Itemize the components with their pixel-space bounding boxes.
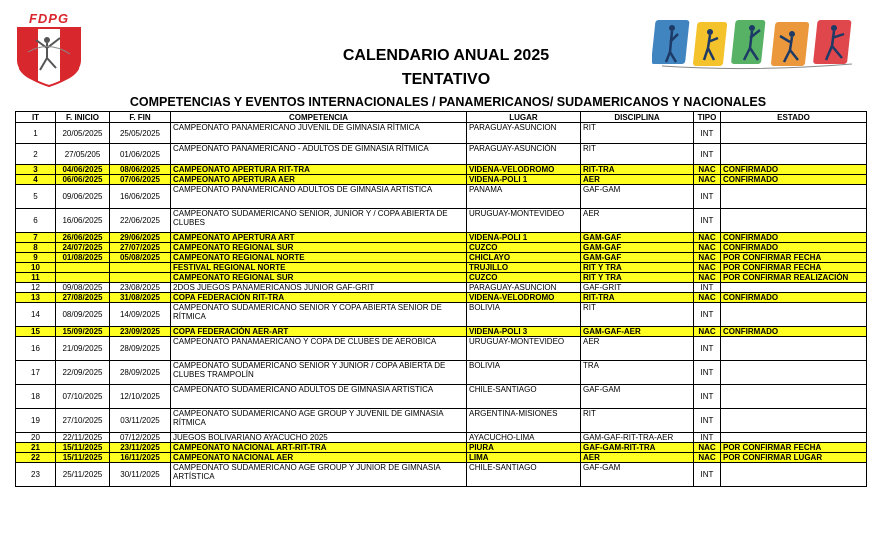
calendar-table bbox=[15, 111, 867, 487]
cell-place: VIDENA-VELODROMO bbox=[467, 165, 581, 175]
table-row bbox=[16, 443, 867, 453]
cell-end-date: 31/08/2025 bbox=[110, 293, 171, 303]
cell-competition: CAMPEONATO NACIONAL ART-RIT-TRA bbox=[171, 443, 467, 453]
cell-row-number: 23 bbox=[16, 463, 56, 487]
cell-place: PANAMA bbox=[467, 185, 581, 209]
cell-discipline: GAF-GAM-RIT-TRA bbox=[581, 443, 694, 453]
cell-row-number: 6 bbox=[16, 209, 56, 233]
cell-status: CONFIRMADO bbox=[721, 243, 867, 253]
cell-competition: CAMPEONATO APERTURA ART bbox=[171, 233, 467, 243]
cell-status bbox=[721, 144, 867, 165]
cell-type: INT bbox=[694, 361, 721, 385]
cell-type: NAC bbox=[694, 165, 721, 175]
cell-status bbox=[721, 209, 867, 233]
page-subtitle: TENTATIVO bbox=[401, 71, 491, 88]
cell-type: NAC bbox=[694, 263, 721, 273]
cell-competition: CAMPEONATO APERTURA AER bbox=[171, 175, 467, 185]
cell-start-date: 08/09/2025 bbox=[56, 303, 110, 327]
cell-place: PIURA bbox=[467, 443, 581, 453]
cell-row-number: 3 bbox=[16, 165, 56, 175]
column-header-status: ESTADO bbox=[721, 112, 867, 123]
table-row bbox=[16, 337, 867, 361]
cell-status bbox=[721, 409, 867, 433]
cell-type: INT bbox=[694, 409, 721, 433]
cell-discipline: GAM-GAF bbox=[581, 233, 694, 243]
cell-discipline: GAM-GAF-RIT-TRA-AER bbox=[581, 433, 694, 443]
cell-start-date: 15/11/2025 bbox=[56, 443, 110, 453]
cell-competition: CAMPEONATO SUDAMERICANO AGE GROUP Y JUNIOR DE GIMNASIA ARTÍSTICA bbox=[171, 463, 467, 487]
cell-status: CONFIRMADO bbox=[721, 293, 867, 303]
cell-place: VIDENA-POLI 3 bbox=[467, 327, 581, 337]
cell-type: NAC bbox=[694, 327, 721, 337]
cell-type: INT bbox=[694, 337, 721, 361]
cell-start-date: 24/07/2025 bbox=[56, 243, 110, 253]
cell-place: PARAGUAY-ASUNCIÓN bbox=[467, 144, 581, 165]
cell-competition: CAMPEONATO REGIONAL SUR bbox=[171, 273, 467, 283]
cell-type: NAC bbox=[694, 293, 721, 303]
cell-status: POR CONFIRMAR FECHA bbox=[721, 253, 867, 263]
cell-start-date: 20/05/2025 bbox=[56, 123, 110, 144]
cell-place: CUZCO bbox=[467, 273, 581, 283]
cell-type: INT bbox=[694, 185, 721, 209]
table-row bbox=[16, 243, 867, 253]
table-row bbox=[16, 209, 867, 233]
cell-end-date: 05/08/2025 bbox=[110, 253, 171, 263]
cell-row-number: 20 bbox=[16, 433, 56, 443]
table-row bbox=[16, 303, 867, 327]
cell-end-date: 01/06/2025 bbox=[110, 144, 171, 165]
cell-competition: CAMPEONATO PANAMERICANO - ADULTOS DE GIMNASIA RÍTMICA bbox=[171, 144, 467, 165]
cell-end-date: 23/08/2025 bbox=[110, 283, 171, 293]
cell-end-date: 29/06/2025 bbox=[110, 233, 171, 243]
table-row bbox=[16, 409, 867, 433]
cell-row-number: 5 bbox=[16, 185, 56, 209]
cell-competition: CAMPEONATO PANAMERICANO JUVENIL DE GIMNASIA RÍTMICA bbox=[171, 123, 467, 144]
cell-competition: CAMPEONATO REGIONAL NORTE bbox=[171, 253, 467, 263]
cell-status: CONFIRMADO bbox=[721, 327, 867, 337]
cell-start-date: 27/08/2025 bbox=[56, 293, 110, 303]
cell-competition: CAMPEONATO SUDAMERICANO SENIOR Y JUNIOR / COPA ABIERTA DE CLUBES TRAMPOLÍN bbox=[171, 361, 467, 385]
table-row bbox=[16, 453, 867, 463]
cell-end-date: 25/05/2025 bbox=[110, 123, 171, 144]
cell-end-date: 12/10/2025 bbox=[110, 385, 171, 409]
cell-competition: CAMPEONATO SUDAMERICANO SENIOR Y COPA ABIERTA SENIOR DE RÍTMICA bbox=[171, 303, 467, 327]
cell-start-date: 21/09/2025 bbox=[56, 337, 110, 361]
cell-start-date bbox=[56, 273, 110, 283]
cell-status: CONFIRMADO bbox=[721, 165, 867, 175]
column-header-type: TIPO bbox=[694, 112, 721, 123]
table-row bbox=[16, 263, 867, 273]
cell-row-number: 14 bbox=[16, 303, 56, 327]
cell-row-number: 4 bbox=[16, 175, 56, 185]
cell-status bbox=[721, 385, 867, 409]
column-header-end-date: F. FIN bbox=[110, 112, 171, 123]
cell-start-date: 04/06/2025 bbox=[56, 165, 110, 175]
cell-start-date: 07/10/2025 bbox=[56, 385, 110, 409]
cell-place: TRUJILLO bbox=[467, 263, 581, 273]
cell-place: PARAGUAY-ASUNCION bbox=[467, 123, 581, 144]
cell-discipline: AER bbox=[581, 337, 694, 361]
cell-start-date: 09/06/2025 bbox=[56, 185, 110, 209]
cell-end-date: 23/11/2025 bbox=[110, 443, 171, 453]
table-row bbox=[16, 463, 867, 487]
cell-discipline: GAF-GAM bbox=[581, 185, 694, 209]
cell-discipline: AER bbox=[581, 175, 694, 185]
cell-competition: COPA FEDERACIÓN AER-ART bbox=[171, 327, 467, 337]
cell-start-date: 06/06/2025 bbox=[56, 175, 110, 185]
cell-end-date: 30/11/2025 bbox=[110, 463, 171, 487]
cell-status bbox=[721, 123, 867, 144]
cell-competition: JUEGOS BOLIVARIANO AYACUCHO 2025 bbox=[171, 433, 467, 443]
cell-start-date: 27/10/2025 bbox=[56, 409, 110, 433]
column-header-it: IT bbox=[16, 112, 56, 123]
cell-place: BOLIVIA bbox=[467, 303, 581, 327]
cell-competition: CAMPEONATO REGIONAL SUR bbox=[171, 243, 467, 253]
cell-competition: CAMPEONATO SUDAMERICANO AGE GROUP Y JUVENIL DE GIMNASIA RÍTMICA bbox=[171, 409, 467, 433]
svg-text:FDPG: FDPG bbox=[28, 11, 70, 26]
cell-discipline: GAM-GAF bbox=[581, 243, 694, 253]
cell-type: INT bbox=[694, 209, 721, 233]
cell-end-date: 28/09/2025 bbox=[110, 361, 171, 385]
cell-end-date: 08/06/2025 bbox=[110, 165, 171, 175]
cell-start-date: 27/05/205 bbox=[56, 144, 110, 165]
table-row bbox=[16, 165, 867, 175]
cell-type: INT bbox=[694, 385, 721, 409]
cell-place: BOLIVIA bbox=[467, 361, 581, 385]
cell-place: URUGUAY-MONTEVIDEO bbox=[467, 337, 581, 361]
table-row bbox=[16, 185, 867, 209]
cell-place: CHILE-SANTIAGO bbox=[467, 385, 581, 409]
cell-row-number: 9 bbox=[16, 253, 56, 263]
table-header-row bbox=[16, 112, 867, 123]
cell-row-number: 16 bbox=[16, 337, 56, 361]
cell-type: NAC bbox=[694, 253, 721, 263]
cell-competition: CAMPEONATO PANAMERICANO ADULTOS DE GIMNASIA ARTISTICA bbox=[171, 185, 467, 209]
cell-place: VIDENA-POLI 1 bbox=[467, 233, 581, 243]
cell-type: INT bbox=[694, 463, 721, 487]
table-row bbox=[16, 144, 867, 165]
cell-competition: CAMPEONATO SUDAMERICANO SENIOR, JUNIOR Y / COPA ABIERTA DE CLUBES bbox=[171, 209, 467, 233]
cell-end-date: 14/09/2025 bbox=[110, 303, 171, 327]
table-row bbox=[16, 327, 867, 337]
cell-row-number: 21 bbox=[16, 443, 56, 453]
cell-competition: CAMPEONATO APERTURA RIT-TRA bbox=[171, 165, 467, 175]
table-row bbox=[16, 175, 867, 185]
cell-place: ARGENTINA-MISIONES bbox=[467, 409, 581, 433]
column-header-place: LUGAR bbox=[467, 112, 581, 123]
cell-discipline: RIT Y TRA bbox=[581, 263, 694, 273]
cell-discipline: RIT bbox=[581, 144, 694, 165]
cell-place: CHILE-SANTIAGO bbox=[467, 463, 581, 487]
cell-row-number: 19 bbox=[16, 409, 56, 433]
cell-end-date: 28/09/2025 bbox=[110, 337, 171, 361]
cell-competition: CAMPEONATO NACIONAL AER bbox=[171, 453, 467, 463]
cell-status bbox=[721, 337, 867, 361]
cell-start-date: 22/11/2025 bbox=[56, 433, 110, 443]
cell-status bbox=[721, 185, 867, 209]
cell-competition: COPA FEDERACIÓN RIT-TRA bbox=[171, 293, 467, 303]
cell-type: INT bbox=[694, 433, 721, 443]
table-row bbox=[16, 283, 867, 293]
table-row bbox=[16, 273, 867, 283]
cell-place: VIDENA-POLI 1 bbox=[467, 175, 581, 185]
cell-status bbox=[721, 303, 867, 327]
cell-type: NAC bbox=[694, 233, 721, 243]
cell-status bbox=[721, 433, 867, 443]
cell-row-number: 18 bbox=[16, 385, 56, 409]
cell-end-date bbox=[110, 263, 171, 273]
cell-discipline: RIT bbox=[581, 409, 694, 433]
cell-discipline: TRA bbox=[581, 361, 694, 385]
cell-type: NAC bbox=[694, 453, 721, 463]
cell-status: POR CONFIRMAR REALIZACIÓN bbox=[721, 273, 867, 283]
cell-competition: FESTIVAL REGIONAL NORTE bbox=[171, 263, 467, 273]
cell-type: INT bbox=[694, 123, 721, 144]
cell-status: CONFIRMADO bbox=[721, 233, 867, 243]
cell-row-number: 12 bbox=[16, 283, 56, 293]
cell-discipline: GAM-GAF-AER bbox=[581, 327, 694, 337]
cell-type: INT bbox=[694, 283, 721, 293]
cell-type: NAC bbox=[694, 273, 721, 283]
cell-competition: CAMPEONATO PANAMAERICANO Y COPA DE CLUBES DE AEROBICA bbox=[171, 337, 467, 361]
cell-start-date: 26/06/2025 bbox=[56, 233, 110, 243]
table-row bbox=[16, 433, 867, 443]
cell-type: NAC bbox=[694, 443, 721, 453]
cell-discipline: RIT Y TRA bbox=[581, 273, 694, 283]
cell-start-date bbox=[56, 263, 110, 273]
cell-start-date: 25/11/2025 bbox=[56, 463, 110, 487]
table-row bbox=[16, 293, 867, 303]
cell-place: LIMA bbox=[467, 453, 581, 463]
cell-discipline: RIT-TRA bbox=[581, 165, 694, 175]
cell-place: PARAGUAY-ASUNCION bbox=[467, 283, 581, 293]
cell-row-number: 10 bbox=[16, 263, 56, 273]
cell-end-date bbox=[110, 273, 171, 283]
cell-place: URUGUAY-MONTEVIDEO bbox=[467, 209, 581, 233]
cell-place: CUZCO bbox=[467, 243, 581, 253]
cell-row-number: 13 bbox=[16, 293, 56, 303]
table-row bbox=[16, 233, 867, 243]
cell-type: INT bbox=[694, 144, 721, 165]
cell-row-number: 11 bbox=[16, 273, 56, 283]
cell-row-number: 17 bbox=[16, 361, 56, 385]
cell-status: POR CONFIRMAR FECHA bbox=[721, 443, 867, 453]
column-header-discipline: DISCIPLINA bbox=[581, 112, 694, 123]
cell-discipline: AER bbox=[581, 209, 694, 233]
column-header-start-date: F. INICIO bbox=[56, 112, 110, 123]
cell-row-number: 22 bbox=[16, 453, 56, 463]
cell-competition: CAMPEONATO SUDAMERICANO ADULTOS DE GIMNASIA ARTISTICA bbox=[171, 385, 467, 409]
cell-start-date: 15/09/2025 bbox=[56, 327, 110, 337]
column-header-competition: COMPETENCIA bbox=[171, 112, 467, 123]
cell-competition: 2DOS JUEGOS PANAMERICANOS JUNIOR GAF-GRIT bbox=[171, 283, 467, 293]
cell-discipline: RIT-TRA bbox=[581, 293, 694, 303]
table-row bbox=[16, 253, 867, 263]
cell-start-date: 22/09/2025 bbox=[56, 361, 110, 385]
cell-end-date: 16/06/2025 bbox=[110, 185, 171, 209]
cell-status bbox=[721, 283, 867, 293]
cell-end-date: 27/07/2025 bbox=[110, 243, 171, 253]
cell-start-date: 01/08/2025 bbox=[56, 253, 110, 263]
cell-discipline: RIT bbox=[581, 303, 694, 327]
cell-status: POR CONFIRMAR LUGAR bbox=[721, 453, 867, 463]
section-title: COMPETENCIAS Y EVENTOS INTERNACIONALES / PANAMERICANOS/ SUDAMERICANOS Y NACIONALES bbox=[129, 95, 767, 109]
cell-row-number: 1 bbox=[16, 123, 56, 144]
cell-type: NAC bbox=[694, 175, 721, 185]
cell-discipline: AER bbox=[581, 453, 694, 463]
cell-discipline: RIT bbox=[581, 123, 694, 144]
table-row bbox=[16, 123, 867, 144]
cell-discipline: GAF-GAM bbox=[581, 463, 694, 487]
cell-end-date: 07/12/2025 bbox=[110, 433, 171, 443]
cell-place: CHICLAYO bbox=[467, 253, 581, 263]
page-title: CALENDARIO ANUAL 2025 bbox=[342, 47, 550, 64]
cell-row-number: 8 bbox=[16, 243, 56, 253]
cell-place: AYACUCHO-LIMA bbox=[467, 433, 581, 443]
cell-type: INT bbox=[694, 303, 721, 327]
cell-row-number: 15 bbox=[16, 327, 56, 337]
cell-row-number: 2 bbox=[16, 144, 56, 165]
cell-end-date: 22/06/2025 bbox=[110, 209, 171, 233]
cell-end-date: 16/11/2025 bbox=[110, 453, 171, 463]
cell-start-date: 15/11/2025 bbox=[56, 453, 110, 463]
cell-discipline: GAM-GAF bbox=[581, 253, 694, 263]
cell-row-number: 7 bbox=[16, 233, 56, 243]
cell-discipline: GAF-GRIT bbox=[581, 283, 694, 293]
cell-end-date: 23/09/2025 bbox=[110, 327, 171, 337]
cell-start-date: 16/06/2025 bbox=[56, 209, 110, 233]
cell-status: CONFIRMADO bbox=[721, 175, 867, 185]
cell-status bbox=[721, 361, 867, 385]
cell-start-date: 09/08/2025 bbox=[56, 283, 110, 293]
cell-status bbox=[721, 463, 867, 487]
table-row bbox=[16, 385, 867, 409]
cell-end-date: 03/11/2025 bbox=[110, 409, 171, 433]
cell-type: NAC bbox=[694, 243, 721, 253]
cell-status: POR CONFIRMAR FECHA bbox=[721, 263, 867, 273]
cell-place: VIDENA-VELODROMO bbox=[467, 293, 581, 303]
cell-end-date: 07/06/2025 bbox=[110, 175, 171, 185]
table-row bbox=[16, 361, 867, 385]
cell-discipline: GAF-GAM bbox=[581, 385, 694, 409]
